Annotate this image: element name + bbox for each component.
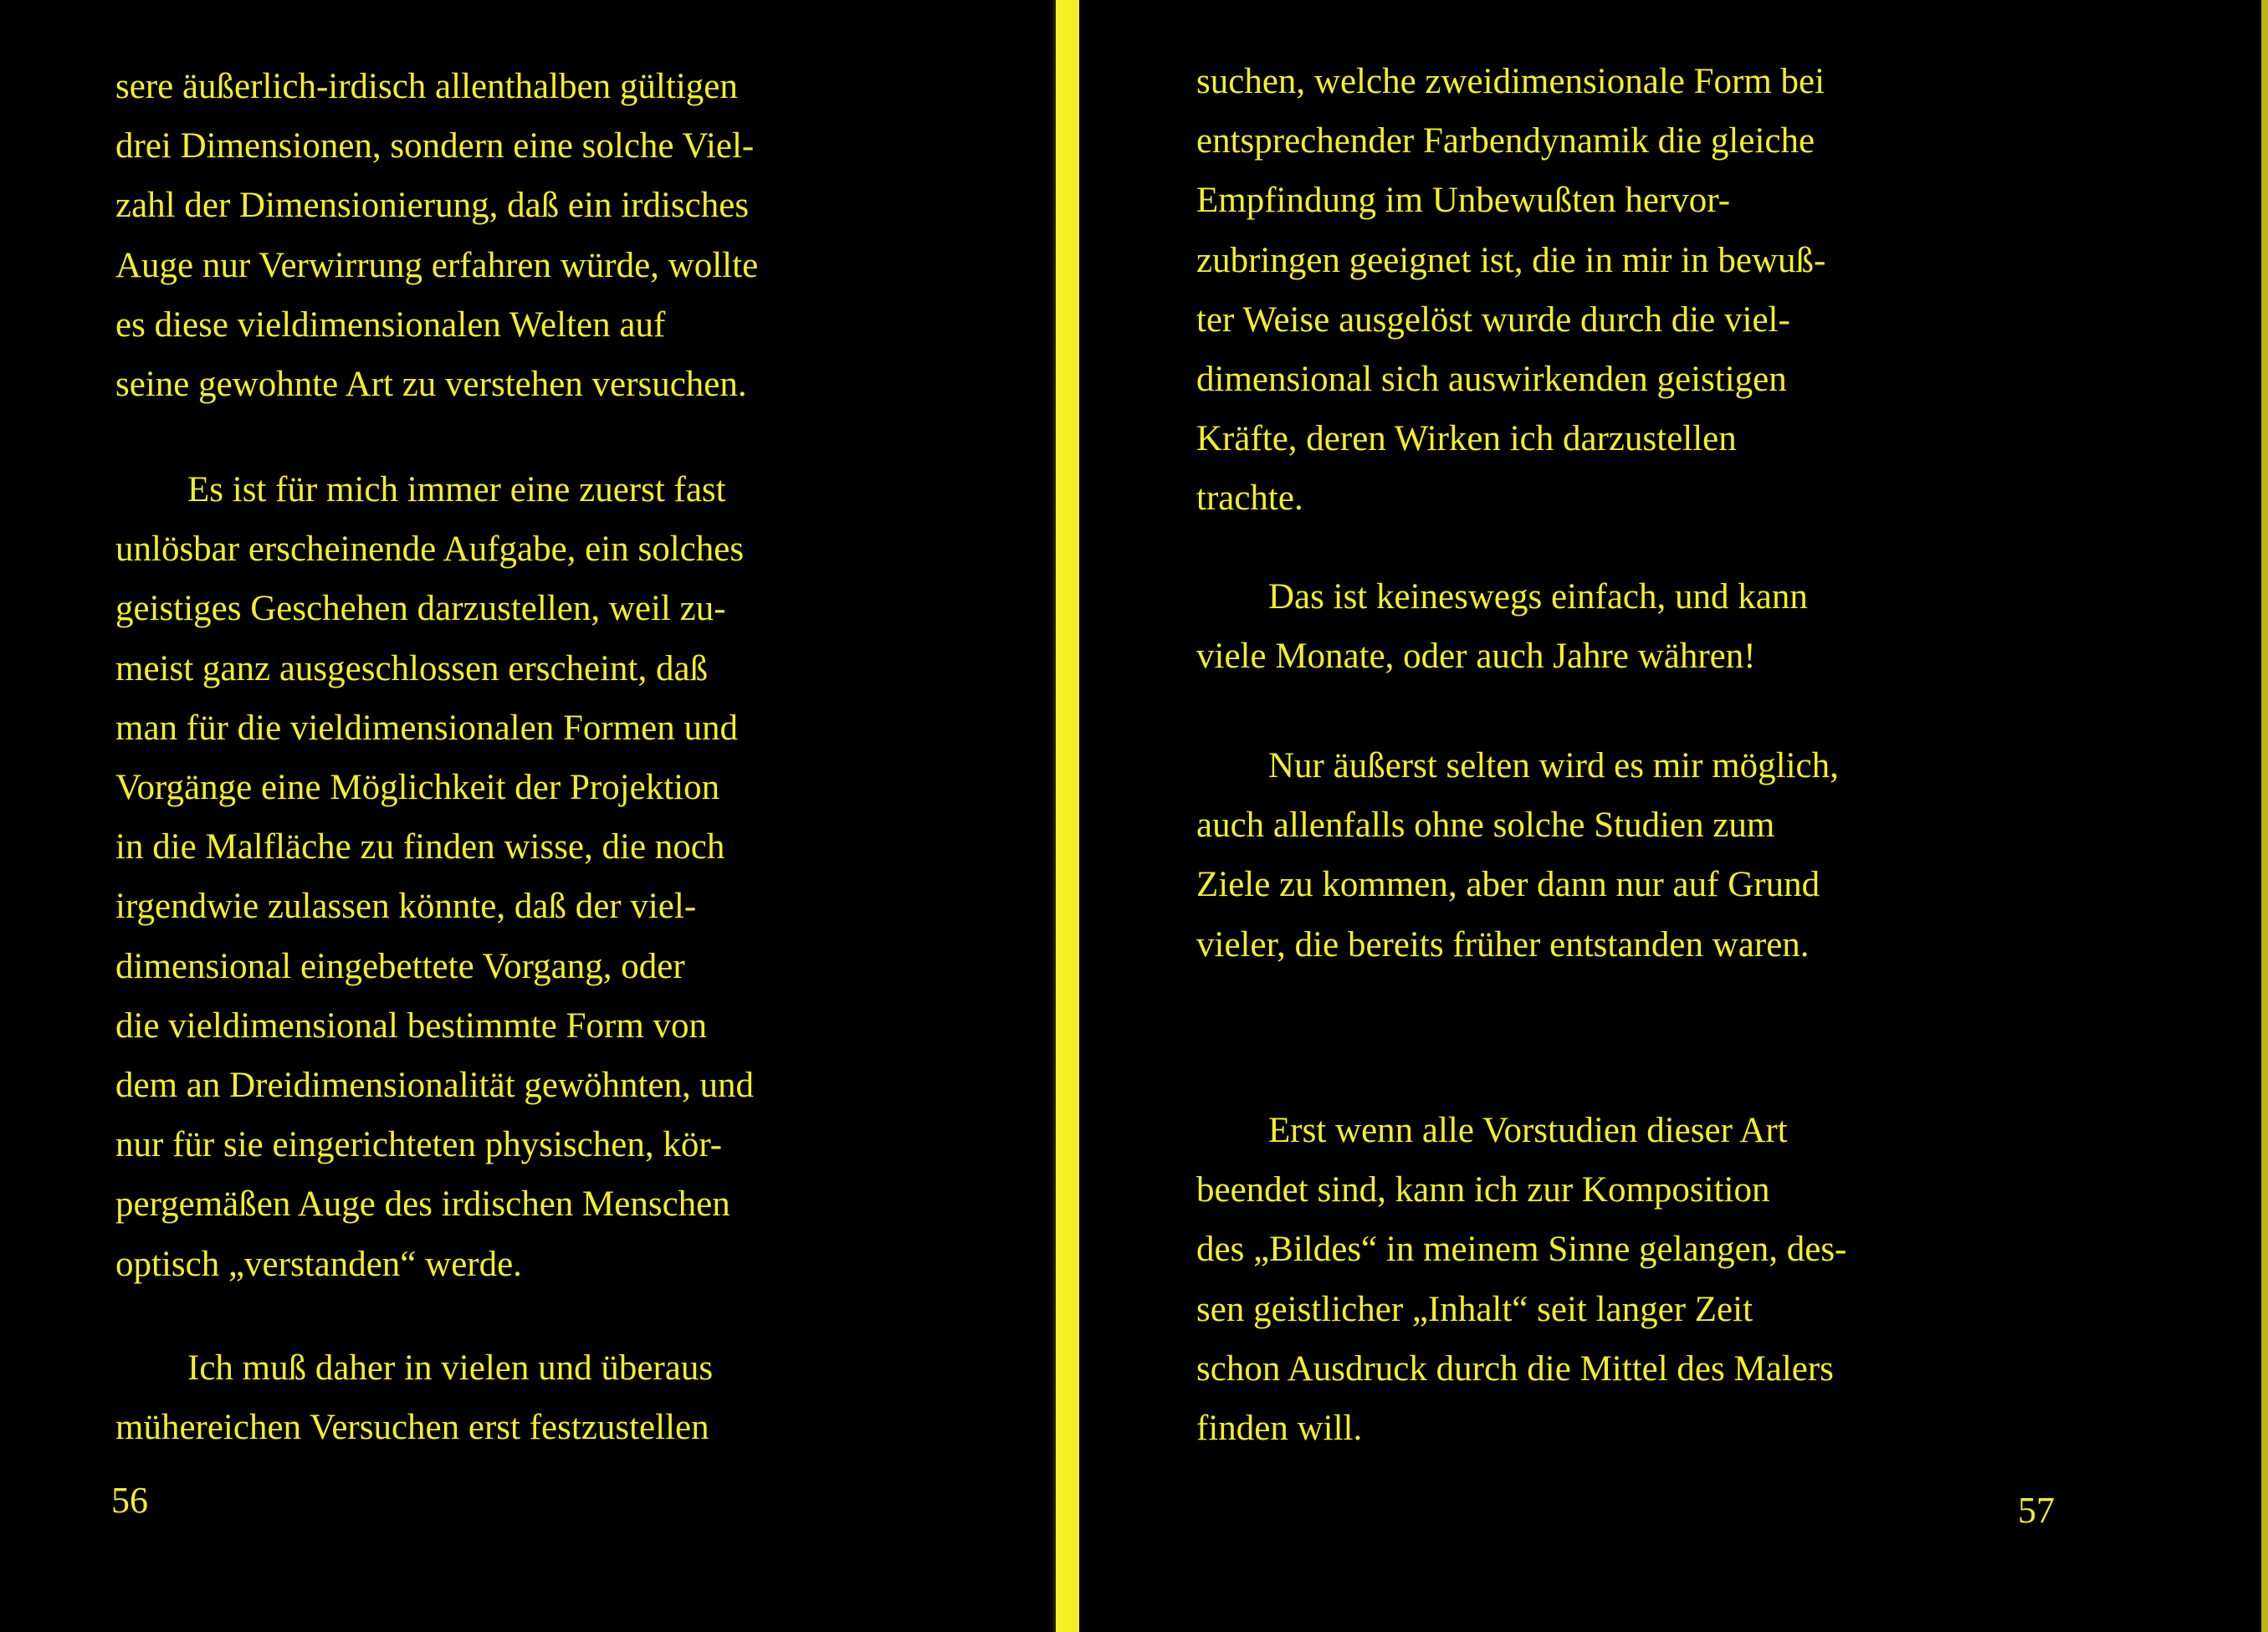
text-line: nur für sie eingerichteten physischen, kör- [115, 1125, 723, 1165]
text-line: dimensional sich auswirkenden geistigen [1196, 360, 1787, 400]
text-line: des „Bildes“ in meinem Sinne gelangen, des- [1196, 1230, 1847, 1270]
right-paragraph-1 [1196, 52, 2051, 529]
text-line: zubringen geeignet ist, die in mir in bewuß- [1196, 240, 1826, 280]
text-line: Empfindung im Unbewußten hervor- [1196, 181, 1731, 221]
text-line: ter Weise ausgelöst wurde durch die viel- [1196, 299, 1790, 340]
text-line: schon Ausdruck durch die Mittel des Malers [1196, 1348, 1834, 1389]
text-line: optisch „verstanden“ werde. [115, 1244, 522, 1284]
text-line: die vieldimensional bestimmte Form von [115, 1005, 708, 1046]
text-line: suchen, welche zweidimensionale Form bei [1196, 62, 1825, 101]
text-line: Es ist für mich immer eine zuerst fast [187, 470, 726, 509]
text-line: sen geistlicher „Inhalt“ seit langer Zeit [1196, 1289, 1753, 1329]
left-paragraph-3 [115, 1338, 980, 1457]
text-line: trachte. [1196, 478, 1303, 519]
page-number: 56 [111, 1480, 148, 1521]
text-line: zahl der Dimensionierung, daß ein irdisches [115, 186, 750, 226]
right-paragraph-4 [1196, 1101, 2051, 1458]
text-line: Ziele zu kommen, aber dann nur auf Grund [1196, 865, 1820, 905]
text-line: entsprechender Farbendynamik die gleiche [1196, 121, 1815, 161]
right-paragraph-3 [1196, 736, 2051, 975]
text-line: Ich muß daher in vielen und überaus [187, 1348, 714, 1388]
text-line: dimensional eingebettete Vorgang, oder [115, 946, 685, 986]
text-line: Auge nur Verwirrung erfahren würde, wollte [115, 245, 759, 285]
text-line: dem an Dreidimensionalität gewöhnten, und [115, 1066, 755, 1106]
text-line: geistiges Geschehen darzustellen, weil zu- [115, 589, 726, 629]
text-line: man für die vieldimensionalen Formen und [115, 708, 738, 748]
text-line: meist ganz ausgeschlossen erscheint, daß [115, 648, 709, 688]
text-line: seine gewohnte Art zu verstehen versuchen. [115, 365, 747, 405]
text-line: irgendwie zulassen könnte, daß der viel- [115, 887, 697, 927]
text-line: Vorgänge eine Möglichkeit der Projektion [115, 768, 720, 808]
page-edge [2261, 0, 2268, 1632]
text-line: auch allenfalls ohne solche Studien zum [1196, 806, 1775, 846]
right-paragraph-2 [1196, 567, 2051, 686]
text-line: Das ist keineswegs einfach, und kann [1268, 577, 1808, 616]
text-line: Kräfte, deren Wirken ich darzustellen [1196, 419, 1737, 459]
text-line: vieler, die bereits früher entstanden waren. [1196, 924, 1810, 964]
book-gutter [1056, 0, 1079, 1632]
text-line: Nur äußerst selten wird es mir möglich, [1268, 746, 1839, 785]
text-line: drei Dimensionen, sondern eine solche Viel- [115, 126, 755, 166]
left-page [0, 0, 1056, 1632]
text-line: es diese vieldimensionalen Welten auf [115, 304, 666, 345]
text-line: beendet sind, kann ich zur Komposition [1196, 1170, 1770, 1210]
text-line: in die Malfläche zu finden wisse, die noch [115, 827, 725, 867]
left-paragraph-1 [115, 57, 980, 414]
text-line: pergemäßen Auge des irdischen Menschen [115, 1184, 730, 1225]
left-paragraph-2 [115, 460, 980, 1294]
text-line: Erst wenn alle Vorstudien dieser Art [1268, 1111, 1788, 1150]
text-line: viele Monate, oder auch Jahre währen! [1196, 637, 1756, 677]
text-line: unlösbar erscheinende Aufgabe, ein solches [115, 530, 745, 570]
page-number: 57 [2018, 1490, 2055, 1531]
text-line: finden will. [1196, 1409, 1363, 1449]
text-line: mühereichen Versuchen erst festzustellen [115, 1408, 709, 1448]
text-line: sere äußerlich-irdisch allenthalben gültigen [115, 67, 738, 106]
